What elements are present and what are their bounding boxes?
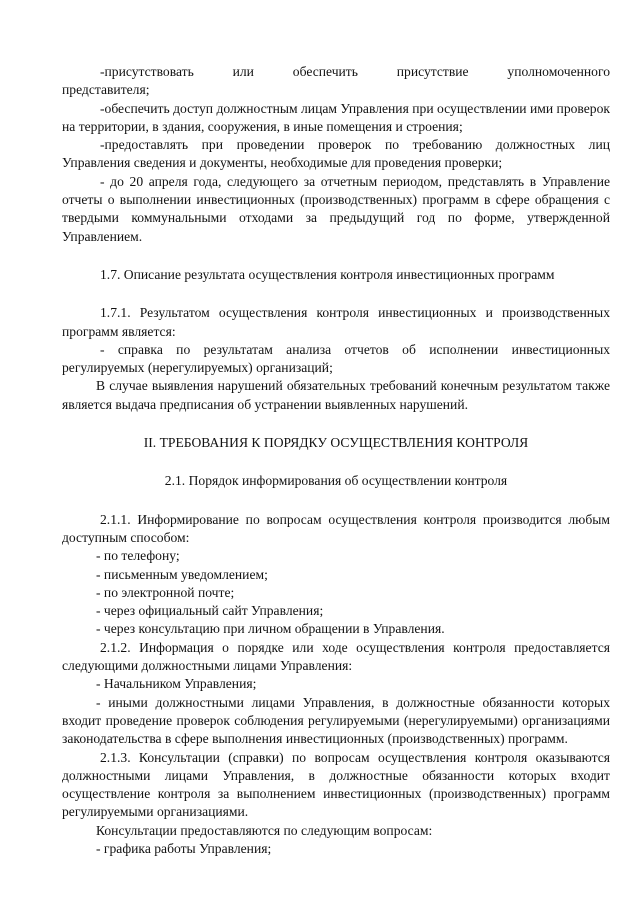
paragraph-access: -обеспечить доступ должностным лицам Управления при осуществлении ими проверок на территории, в здания, сооружения, в иные помещения и строения; — [62, 100, 610, 134]
paragraph-2-1-3: 2.1.3. Консультации (справки) по вопросам осуществления контроля оказываются должностными лицами Управления, в должностные обязанности которых входит осуществление контроля за выполнением инвестиционных (производственных) программ регулируемыми организациями. — [62, 749, 610, 820]
paragraph-2-1-1: 2.1.1. Информирование по вопросам осуществления контроля производится любым доступным способом: — [62, 511, 610, 545]
list-item-email: - по электронной почте; — [96, 584, 235, 600]
list-item-phone: - по телефону; — [96, 548, 180, 564]
list-item-written-notice: - письменным уведомлением; — [96, 566, 268, 582]
list-item-website: - через официальный сайт Управления; — [96, 603, 324, 619]
paragraph-presence-cont: представителя; — [62, 82, 150, 98]
paragraph-1-7-1: 1.7.1. Результатом осуществления контроля инвестиционных и производственных программ является: — [62, 305, 610, 339]
paragraph-presence: -присутствовать или обеспечить присутствие уполномоченного — [100, 64, 610, 79]
document-page — [62, 63, 610, 858]
list-item-schedule: - графика работы Управления; — [96, 840, 272, 856]
paragraph-2-1-2-officials: - иными должностными лицами Управления, в должностные обязанности которых входит проведение проверок соблюдения регулируемыми (нерегулируемыми) организациями законодательства в сфере выполнения инвестиционных (производственных) программ. — [62, 694, 610, 747]
list-item-consultation: - через консультацию при личном обращении в Управления. — [96, 621, 445, 637]
paragraph-documents: -предоставлять при проведении проверок по требованию должностных лиц Управления сведения и документы, необходимые для проведения проверки; — [62, 137, 610, 171]
section-heading-1-7: 1.7. Описание результата осуществления контроля инвестиционных программ — [100, 266, 555, 282]
chapter-heading-2: II. ТРЕБОВАНИЯ К ПОРЯДКУ ОСУЩЕСТВЛЕНИЯ КОНТРОЛЯ — [143, 435, 529, 451]
list-item-head: - Начальником Управления; — [96, 676, 257, 692]
paragraph-reports: - до 20 апреля года, следующего за отчетным периодом, представлять в Управление отчеты о выполнении инвестиционных (производственных) программ в сфере обращения с твердыми коммунальными отходами за предыдущий год по форме, утвержденной Управлением. — [62, 173, 610, 244]
section-heading-2-1: 2.1. Порядок информирования об осуществлении контроля — [164, 473, 508, 489]
paragraph-1-7-1-violations: В случае выявления нарушений обязательных требований конечным результатом также является выдача предписания об устранении выявленных нарушений. — [62, 378, 610, 412]
paragraph-consultation-topics: Консультации предоставляются по следующим вопросам: — [96, 822, 433, 838]
paragraph-1-7-1-item: - справка по результатам анализа отчетов об исполнении инвестиционных регулируемых (нерегулируемых) организаций; — [62, 341, 610, 376]
paragraph-2-1-2: 2.1.2. Информация о порядке или ходе осуществления контроля предоставляется следующими должностными лицами Управления: — [62, 639, 610, 674]
